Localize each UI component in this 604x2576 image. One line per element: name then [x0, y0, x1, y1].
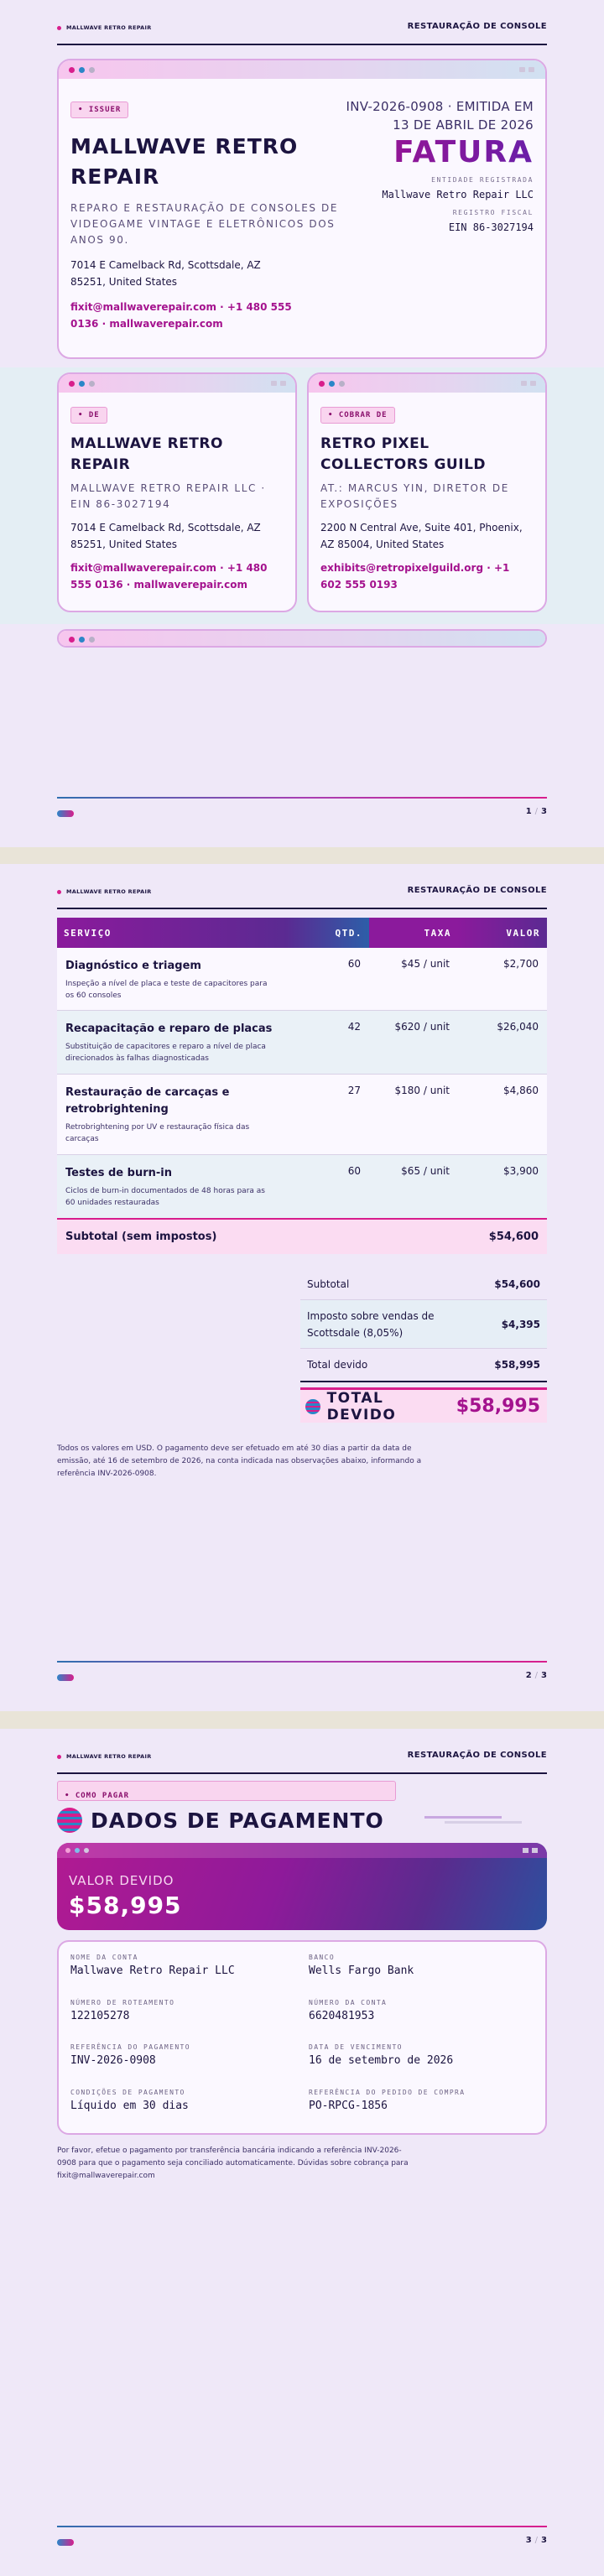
summary-row	[300, 1268, 547, 1300]
from-contact[interactable]: fixit@mallwaverepair.com · +1 480 555 0136 · mallwaverepair.com	[70, 562, 268, 591]
subtotal-row	[57, 1219, 547, 1254]
col-service: SERVIÇO	[57, 918, 285, 948]
header-brand	[57, 1753, 152, 1760]
window-dot-icon	[339, 381, 345, 387]
payment-note: Todos os valores em USD. O pagamento deve ser efetuado em até 30 dias a partir da data de emissão, até 16 de setembro de 2026, na conta indicada nas observações abaixo, informando a referência INV-2026-0908.	[57, 1444, 422, 1478]
page-number: 1 / 3	[525, 807, 547, 816]
service-qty: 42	[285, 1011, 369, 1075]
table-row	[57, 948, 547, 1011]
total-due-value: $58,995	[456, 1396, 540, 1417]
window-dot-icon	[69, 67, 75, 73]
issuer-chip: • ISSUER	[70, 101, 128, 118]
page-total: 3	[541, 2536, 547, 2545]
window-dot-icon	[69, 637, 75, 643]
detail-payment-reference	[70, 2043, 309, 2089]
registered-entity-value: Mallwave Retro Repair LLC	[382, 189, 534, 200]
window-control-icon	[532, 1848, 538, 1853]
header-document-kind: RESTAURAÇÃO DE CONSOLE	[407, 22, 547, 31]
window-control-icon	[519, 67, 525, 72]
footer-rule	[57, 2526, 547, 2527]
window-control-icon	[528, 67, 534, 72]
page-footer	[57, 1661, 547, 1711]
service-qty: 60	[285, 1155, 369, 1219]
total-due-label: TOTAL DEVIDO	[326, 1389, 397, 1423]
header-document-kind: RESTAURAÇÃO DE CONSOLE	[407, 886, 547, 895]
brand-dot-icon	[57, 1755, 61, 1759]
invoice-meta: INV-2026-0908 · EMITIDA EM 13 DE ABRIL DE 2026	[346, 99, 534, 133]
page-current: 1	[525, 807, 532, 816]
detail-label: REFERÊNCIA DO PAGAMENTO	[70, 2043, 190, 2051]
service-desc: Inspeção a nível de placa e teste de capacitores para os 60 consoles	[65, 980, 268, 1000]
detail-label: NOME DA CONTA	[70, 1954, 138, 1961]
page-number: 2 / 3	[525, 1671, 547, 1680]
header-document-kind: RESTAURAÇÃO DE CONSOLE	[407, 1751, 547, 1760]
window-dot-icon	[75, 1848, 80, 1853]
page-current: 3	[525, 2536, 532, 2545]
window-bar	[59, 60, 545, 79]
billto-name: RETRO PIXEL COLLECTORS GUILD	[320, 435, 487, 473]
sunset-icon	[305, 1399, 320, 1414]
window-dot-icon	[79, 67, 85, 73]
page-footer	[57, 797, 547, 847]
sunset-icon	[57, 1808, 82, 1833]
col-value: VALOR	[458, 918, 547, 948]
summary-block	[300, 1268, 547, 1423]
amount-due-value: $58,995	[69, 1892, 182, 1919]
page-number: 3 / 3	[525, 2536, 547, 2545]
service-rate: $180 / unit	[369, 1075, 458, 1155]
window-control-icon	[530, 381, 536, 386]
page-total: 3	[541, 1671, 547, 1680]
window-dot-icon	[84, 1848, 89, 1853]
window-dot-icon	[69, 381, 75, 387]
service-name: Diagnóstico e triagem	[65, 960, 201, 972]
tax-registration-value: EIN 86-3027194	[448, 221, 534, 233]
window-dot-icon	[79, 381, 85, 387]
col-rate: TAXA	[369, 918, 458, 948]
service-rate: $65 / unit	[369, 1155, 458, 1219]
detail-value: Wells Fargo Bank	[309, 1965, 414, 1977]
payment-instructions: Por favor, efetue o pagamento por transferência bancária indicando a referência INV-2026-0908 para que o pagamento seja conciliado automaticamente. Dúvidas sobre cobrança para fixit@mallwaverepair.com	[57, 2147, 409, 2180]
detail-value: INV-2026-0908	[70, 2054, 156, 2067]
header-brand	[57, 24, 152, 31]
amount-due-panel	[57, 1843, 547, 1930]
detail-value: 6620481953	[309, 2009, 375, 2022]
from-chip: • DE	[70, 407, 107, 424]
registered-entity-label: ENTIDADE REGISTRADA	[431, 176, 534, 184]
running-header	[57, 18, 547, 45]
service-name: Testes de burn-in	[65, 1167, 172, 1179]
window-bar	[59, 631, 545, 648]
issuer-tagline: REPARO E RESTAURAÇÃO DE CONSOLES DE VIDEOGAME VINTAGE E ELETRÔNICOS DOS ANOS 90.	[70, 202, 339, 246]
tax-registration-label: REGISTRO FISCAL	[452, 209, 534, 216]
from-card	[57, 372, 297, 612]
deco-line	[424, 1816, 502, 1819]
service-name: Recapacitação e reparo de placas	[65, 1023, 273, 1035]
service-value: $4,860	[458, 1075, 547, 1155]
service-name: Restauração de carcaças e retrobrightening	[65, 1086, 230, 1116]
window-control-icon	[280, 381, 286, 386]
billto-contact[interactable]: exhibits@retropixelguild.org · +1 602 555 0193	[320, 562, 510, 591]
summary-row	[300, 1349, 547, 1382]
service-desc: Ciclos de burn-in documentados de 48 horas para as 60 unidades restauradas	[65, 1187, 265, 1207]
brand-dot-icon	[57, 26, 61, 30]
table-row	[57, 1075, 547, 1155]
detail-label: CONDIÇÕES DE PAGAMENTO	[70, 2088, 185, 2096]
window-control-icon	[521, 381, 527, 386]
window-control-icon	[271, 381, 277, 386]
from-subtitle: MALLWAVE RETRO REPAIR LLC · EIN 86-3027194	[70, 482, 266, 510]
footer-pill-icon	[57, 810, 74, 817]
running-header	[57, 1747, 547, 1774]
billto-chip: • COBRAR DE	[320, 407, 395, 424]
detail-label: BANCO	[309, 1954, 336, 1961]
detail-value: Líquido em 30 dias	[70, 2099, 189, 2112]
service-desc: Substituição de capacitores e reparo a nível de placa direcionados às falhas diagnosticadas	[65, 1043, 266, 1063]
summary-due-label: Total devido	[307, 1359, 368, 1371]
amount-due-label: VALOR DEVIDO	[69, 1873, 174, 1888]
detail-label: DATA DE VENCIMENTO	[309, 2043, 403, 2051]
window-control-icon	[523, 1848, 528, 1853]
service-value: $26,040	[458, 1011, 547, 1075]
page-total: 3	[541, 807, 547, 816]
payment-chip: • COMO PAGAR	[65, 1792, 130, 1800]
footer-pill-icon	[57, 2539, 74, 2546]
billto-address: 2200 N Central Ave, Suite 401, Phoenix, AZ 85004, United States	[320, 522, 523, 550]
service-desc: Retrobrightening por UV e restauração física das carcaças	[65, 1123, 250, 1143]
detail-routing-number	[70, 1999, 309, 2044]
detail-account-name	[70, 1954, 309, 1999]
col-qty: QTD.	[285, 918, 369, 948]
window-dot-icon	[319, 381, 325, 387]
window-bar	[57, 1843, 547, 1858]
deco-line	[445, 1821, 522, 1824]
summary-subtotal-label: Subtotal	[307, 1278, 350, 1290]
invoice-page-2	[0, 864, 604, 1711]
from-name: MALLWAVE RETRO REPAIR	[70, 435, 223, 473]
detail-value: PO-RPCG-1856	[309, 2099, 388, 2112]
summary-tax-value: $4,395	[501, 1318, 540, 1330]
detail-value: Mallwave Retro Repair LLC	[70, 1965, 235, 1977]
detail-label: REFERÊNCIA DO PEDIDO DE COMPRA	[309, 2088, 466, 2096]
brand-dot-icon	[57, 890, 61, 894]
detail-value: 16 de setembro de 2026	[309, 2054, 454, 2067]
subtotal-value: $54,600	[488, 1230, 539, 1243]
summary-row	[300, 1300, 547, 1349]
payment-heading: DADOS DE PAGAMENTO	[91, 1808, 384, 1833]
window-bar	[59, 374, 295, 393]
issuer-name: MALLWAVE RETRO REPAIR	[70, 134, 299, 189]
window-dot-icon	[89, 637, 95, 643]
header-brand-name: MALLWAVE RETRO REPAIR	[66, 24, 152, 31]
invoice-page-1	[0, 0, 604, 847]
billto-card	[307, 372, 547, 612]
table-header-row	[57, 918, 547, 948]
service-qty: 60	[285, 948, 369, 1011]
payment-details-card	[57, 1940, 547, 2135]
payment-heading-row	[57, 1808, 384, 1833]
service-rate: $45 / unit	[369, 948, 458, 1011]
window-bar	[309, 374, 545, 393]
subtotal-label: Subtotal (sem impostos)	[65, 1230, 217, 1243]
detail-due-date	[309, 2043, 535, 2089]
window-dot-icon	[89, 381, 95, 387]
detail-payment-terms	[70, 2089, 309, 2134]
detail-po-reference	[309, 2089, 535, 2134]
detail-account-number	[309, 1999, 535, 2044]
page-current: 2	[525, 1671, 532, 1680]
service-rate: $620 / unit	[369, 1011, 458, 1075]
footer-pill-icon	[57, 1674, 74, 1681]
window-dot-icon	[89, 67, 95, 73]
detail-label: NÚMERO DE ROTEAMENTO	[70, 1998, 175, 2006]
running-header	[57, 882, 547, 909]
service-value: $3,900	[458, 1155, 547, 1219]
header-brand	[57, 888, 152, 895]
payment-chip-bar	[57, 1781, 396, 1801]
header-brand-name: MALLWAVE RETRO REPAIR	[66, 1753, 152, 1760]
page-footer	[57, 2526, 547, 2576]
summary-subtotal-value: $54,600	[494, 1278, 540, 1290]
detail-label: NÚMERO DA CONTA	[309, 1998, 388, 2006]
summary-tax-label: Imposto sobre vendas de Scottsdale (8,05%)	[307, 1309, 435, 1339]
invoice-title: FATURA	[332, 134, 534, 171]
total-due-banner	[300, 1387, 547, 1423]
parties-band	[0, 367, 604, 624]
service-value: $2,700	[458, 948, 547, 1011]
issuer-contact[interactable]: fixit@mallwaverepair.com · +1 480 555 0136 · mallwaverepair.com	[70, 301, 292, 330]
detail-value: 122105278	[70, 2009, 130, 2022]
window-dot-icon	[79, 637, 85, 643]
footer-rule	[57, 797, 547, 799]
from-address: 7014 E Camelback Rd, Scottsdale, AZ 85251, United States	[70, 522, 261, 550]
continuation-card	[57, 629, 547, 648]
issuer-address: 7014 E Camelback Rd, Scottsdale, AZ 85251, United States	[70, 259, 261, 288]
header-brand-name: MALLWAVE RETRO REPAIR	[66, 888, 152, 895]
invoice-page-3	[0, 1729, 604, 2576]
service-qty: 27	[285, 1075, 369, 1155]
issuer-card	[57, 59, 547, 359]
window-dot-icon	[329, 381, 335, 387]
summary-due-value: $58,995	[494, 1359, 540, 1371]
table-row	[57, 1011, 547, 1075]
services-table	[57, 918, 547, 1254]
detail-bank	[309, 1954, 535, 1999]
window-dot-icon	[65, 1848, 70, 1853]
billto-subtitle: AT.: MARCUS YIN, DIRETOR DE EXPOSIÇÕES	[320, 482, 509, 510]
table-row	[57, 1155, 547, 1219]
footer-rule	[57, 1661, 547, 1663]
